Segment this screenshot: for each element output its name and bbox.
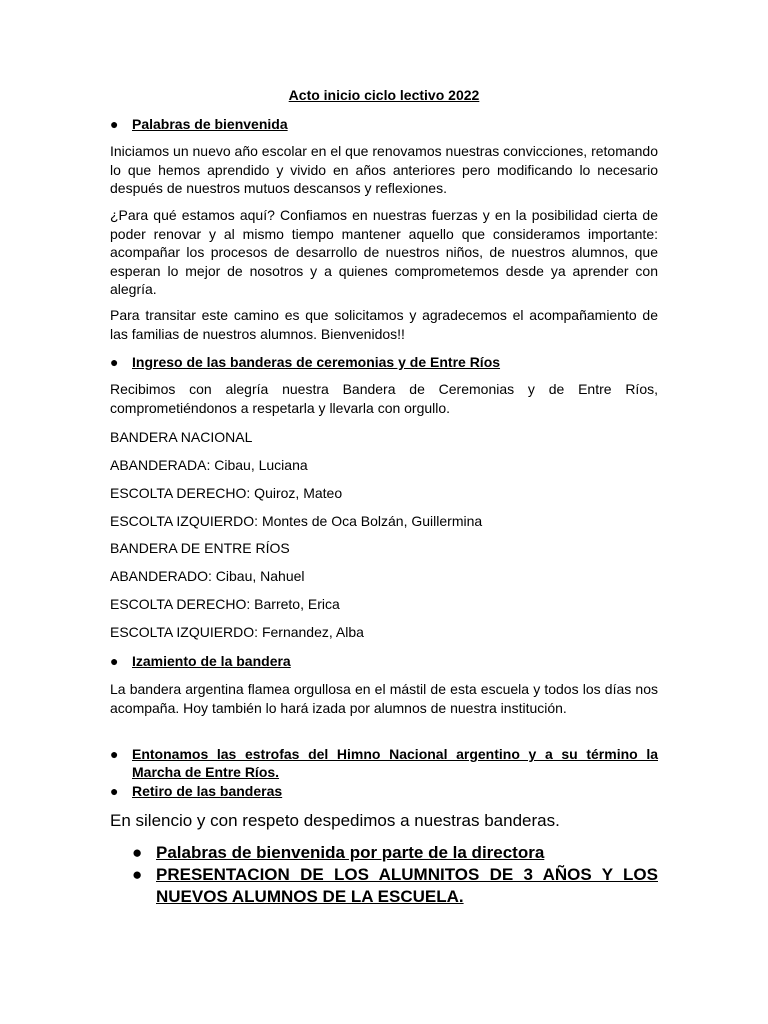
paragraph-silence: En silencio y con respeto despedimos a nuestras banderas. (110, 811, 560, 830)
flag-line: ESCOLTA DERECHO: Quiroz, Mateo (110, 485, 343, 501)
paragraph-receive-flags: Recibimos con alegría nuestra Bandera de Ceremonias y de Entre Ríos, comprometiéndonos a respetarla y llevarla con orgullo. (110, 381, 658, 416)
section-heading-retiro (110, 782, 658, 800)
section-heading-text: Entonamos las estrofas del Himno Nacional argentino y a su término la Marcha de Entre Ríos. (132, 746, 658, 780)
section-heading-text: Palabras de bienvenida por parte de la directora (156, 843, 545, 862)
bullet-icon: ● (110, 746, 119, 762)
bullet-icon: ● (132, 843, 143, 862)
bullet-icon: ● (110, 354, 119, 370)
section-heading-banderas (110, 353, 658, 371)
flag-line: ABANDERADA: Cibau, Luciana (110, 457, 308, 473)
flag-line: ABANDERADO: Cibau, Nahuel (110, 568, 305, 584)
flag-line: ESCOLTA DERECHO: Barreto, Erica (110, 596, 340, 612)
section-heading-text: Ingreso de las banderas de ceremonias y de Entre Ríos (132, 354, 501, 370)
paragraph-families: Para transitar este camino es que solicitamos y agradecemos el acompañamiento de las familias de nuestros alumnos. Bienvenidos!! (110, 307, 658, 342)
section-heading-text: Retiro de las banderas (132, 783, 283, 799)
section-heading-text: PRESENTACION DE LOS ALUMNITOS DE 3 AÑOS Y LOS NUEVOS ALUMNOS DE LA ESCUELA. (156, 865, 658, 906)
flag-line: ESCOLTA IZQUIERDO: Montes de Oca Bolzán, Guillermina (110, 513, 483, 529)
bullet-icon: ● (110, 116, 119, 132)
section-heading-izamiento (110, 652, 658, 670)
flag-line: ESCOLTA IZQUIERDO: Fernandez, Alba (110, 624, 364, 640)
section-heading-himno (110, 745, 658, 781)
bullet-icon: ● (110, 783, 119, 799)
bullet-icon: ● (110, 653, 119, 669)
section-heading-text: Izamiento de la bandera (132, 653, 291, 669)
section-heading-presentacion (132, 864, 658, 908)
flag-line: BANDERA NACIONAL (110, 429, 253, 445)
paragraph-purpose: ¿Para qué estamos aquí? Confiamos en nuestras fuerzas y en la posibilidad cierta de poder renovar y al mismo tiempo mantener aquello que consideramos importante: acompañar los procesos de desarrollo de nuestros niños, de nuestros alumnos, que esperan lo mejor de nosotros y a quienes comprometemos desde ya aprender con alegría. (110, 207, 658, 297)
section-heading-text: Palabras de bienvenida (132, 116, 288, 132)
flag-line: BANDERA DE ENTRE RÍOS (110, 540, 290, 556)
bullet-icon: ● (132, 865, 143, 884)
section-heading-directora (132, 842, 658, 864)
paragraph-flag-raising: La bandera argentina flamea orgullosa en el mástil de esta escuela y todos los días nos acompaña. Hoy también lo hará izada por alumnos de nuestra institución. (110, 681, 658, 716)
section-heading-bienvenida (110, 115, 658, 133)
paragraph-intro: Iniciamos un nuevo año escolar en el que renovamos nuestras convicciones, retomando lo que hemos aprendido y vivido en años anteriores pero modificando lo necesario después de nuestros mutuos descansos y reflexiones. (110, 143, 658, 196)
document-title: Acto inicio ciclo lectivo 2022 (288, 87, 480, 103)
